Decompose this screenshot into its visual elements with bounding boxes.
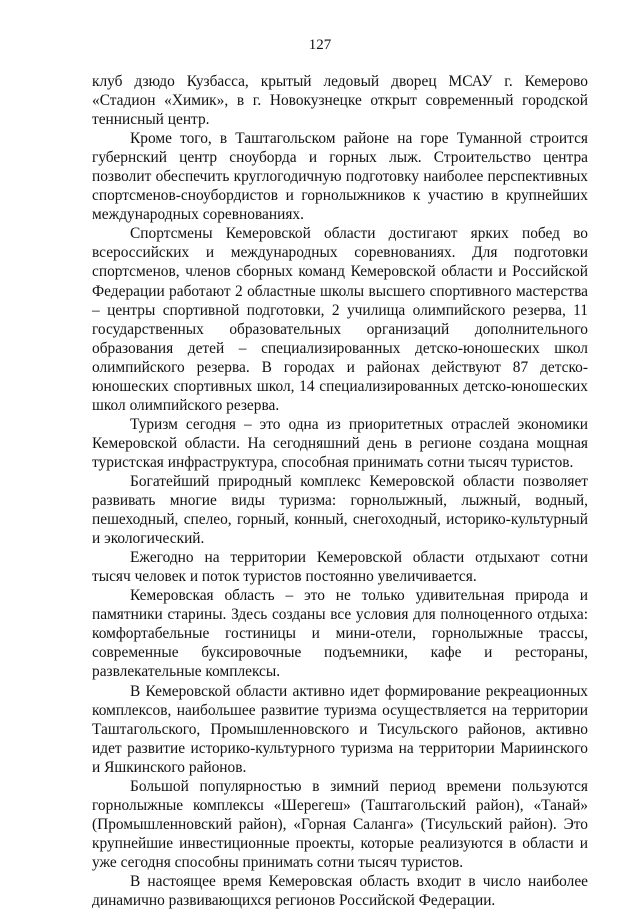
paragraph-sport-schools: Спортсмены Кемеровской области достигают ярких побед во всероссийских и международных соревнованиях. Для подготовки спортсменов, членов сборных команд Кемеровской области и Российской Федерации работают 2 областные школы высшего спортивного мастерства – центры спортивной подготовки, 2 училища олимпийского резерва, 11 государственных образовательных организаций дополнительного образования детей – специализированных детско-юношеских школ олимпийского резерва. В городах и районах действуют 87 детско-юношеских спортивных школ, 14 специализированных детско-юношеских школ олимпийского резерва. <box>92 225 588 414</box>
paragraph-tourist-flow: Ежегодно на территории Кемеровской области отдыхают сотни тысяч человек и поток туристов постоянно увеличивается. <box>92 549 588 586</box>
page-number: 127 <box>308 37 332 53</box>
paragraph-dynamic-region: В настоящее время Кемеровская область входит в число наиболее динамично развивающихся регионов Российской Федерации. <box>92 872 588 910</box>
paragraph-recreational-complexes: В Кемеровской области активно идет формирование рекреационных комплексов, наибольшее развитие туризма осуществляется на территории Таштагольского, Промышленновского и Тисульского районов, активно идет развитие историко-культурного туризма на территории Мариинского и Яшкинского районов. <box>92 682 588 776</box>
document-body <box>92 72 588 910</box>
paragraph-recreation-conditions: Кемеровская область – это не только удивительная природа и памятники старины. Здесь созданы все условия для полноценного отдыха: комфортабельные гостиницы и мини-отели, горнолыжные трассы, современные буксировочные подъемники, кафе и рестораны, развлекательные комплексы. <box>92 587 588 681</box>
paragraph-ski-resorts: Большой популярностью в зимний период времени пользуются горнолыжные комплексы «Шерегеш» (Таштагольский район), «Танай» (Промышленновский район), «Горная Саланга» (Тисульский район). Это крупнейшие инвестиционные проекты, которые реализуются в области и уже сегодня способны принимать сотни тысяч туристов. <box>92 777 588 871</box>
paragraph-snowboard-center: Кроме того, в Таштагольском районе на горе Туманной строится губернский центр сноуборда и горных лыж. Строительство центра позволит обеспечить круглогодичную подготовку наиболее перспективных спортсменов-сноубордистов и горнолыжников к участию в крупнейших международных соревнованиях. <box>92 130 588 224</box>
paragraph-continued: клуб дзюдо Кузбасса, крытый ледовый дворец МСАУ г. Кемерово «Стадион «Химик», в г. Новокузнецке открыт современный городской теннисный центр. <box>92 73 588 129</box>
paragraph-tourism-priority: Туризм сегодня – это одна из приоритетных отраслей экономики Кемеровской области. На сегодняшний день в регионе создана мощная туристская инфраструктура, способная принимать сотни тысяч туристов. <box>92 415 588 471</box>
paragraph-natural-complex: Богатейший природный комплекс Кемеровской области позволяет развивать многие виды туризма: горнолыжный, лыжный, водный, пешеходный, спелео, горный, конный, снегоходный, историко-культурный и экологический. <box>92 472 588 548</box>
